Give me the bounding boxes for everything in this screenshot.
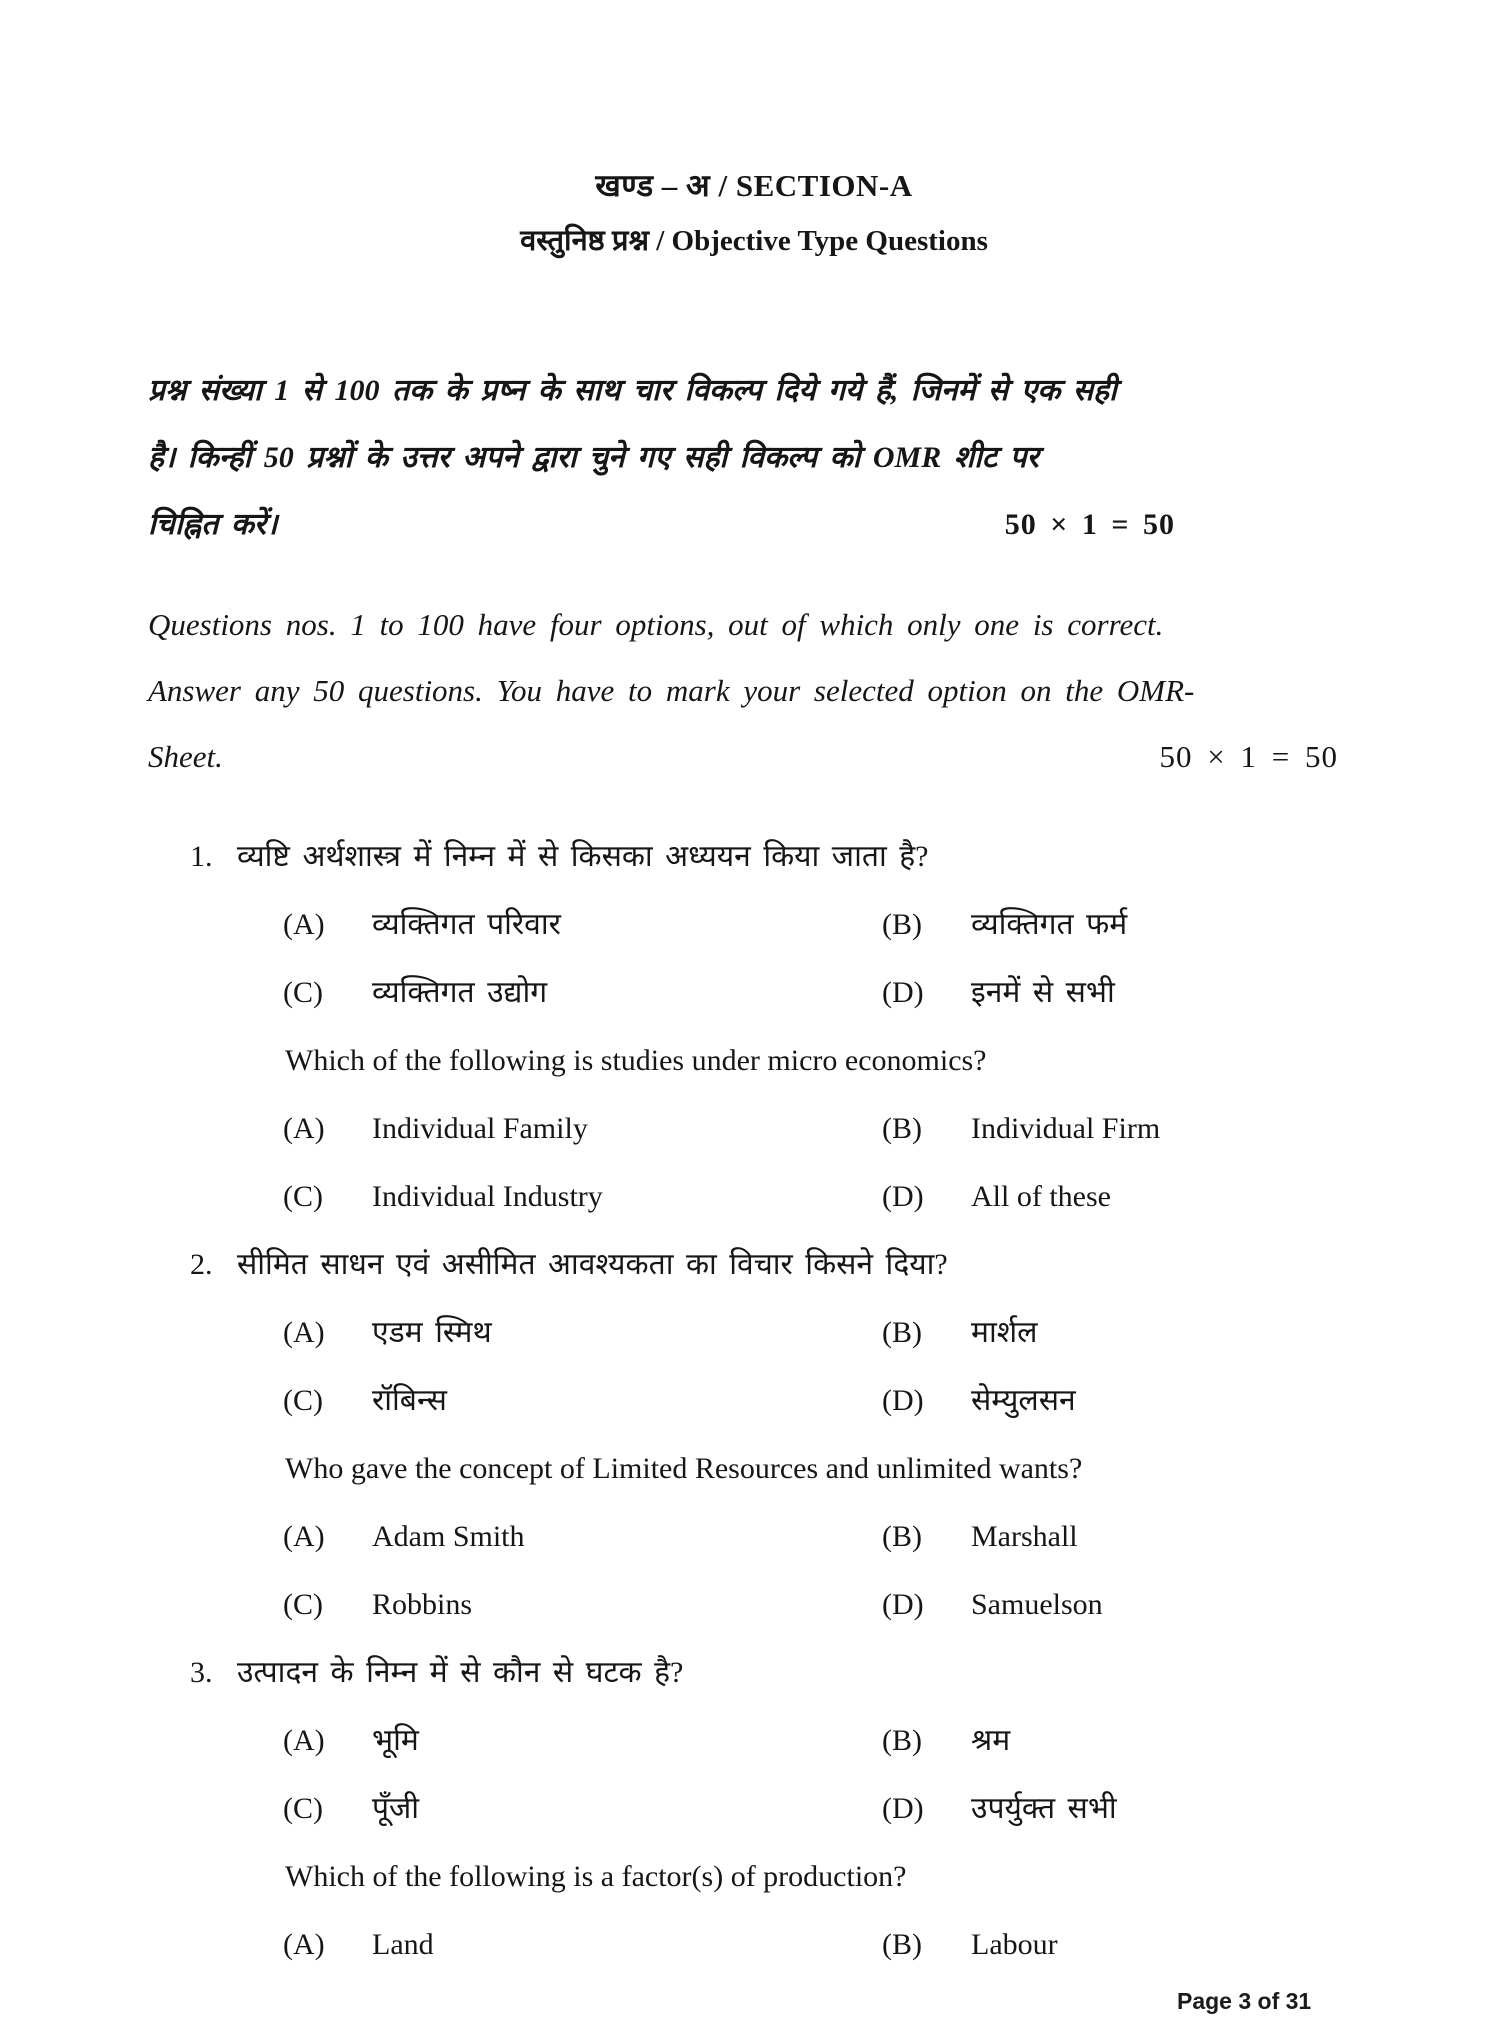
option-text: All of these	[971, 1180, 1111, 1213]
option-text: एडम स्मिथ	[372, 1316, 492, 1349]
option-english-c	[283, 1176, 882, 1218]
option-text: सेम्युलसन	[971, 1384, 1076, 1417]
option-hindi-a	[283, 1720, 882, 1762]
question-text-english: Which of the following is a factor(s) of production?	[285, 1860, 907, 1893]
instructions-english	[148, 592, 1360, 790]
option-label: (D)	[882, 1384, 924, 1417]
option-text: Robbins	[372, 1588, 473, 1621]
option-label: (C)	[283, 1180, 323, 1213]
option-text: रॉबिन्स	[372, 1384, 447, 1417]
option-hindi-c	[283, 972, 882, 1014]
instructions-english-line2: Answer any 50 questions. You have to mark your selected option on the OMR-	[148, 673, 1195, 708]
option-label: (A)	[283, 908, 325, 941]
option-label: (C)	[283, 976, 323, 1009]
option-english-b	[882, 1108, 1360, 1150]
option-hindi-b	[882, 904, 1360, 946]
option-hindi-c	[283, 1788, 882, 1830]
option-english-d	[882, 1584, 1360, 1626]
option-text: Marshall	[971, 1520, 1078, 1553]
option-label: (A)	[283, 1928, 325, 1961]
marks-formula-english: 50 × 1 = 50	[1159, 739, 1338, 774]
option-english-b	[882, 1516, 1360, 1558]
option-english-a	[283, 1516, 882, 1558]
instructions-english-line1: Questions nos. 1 to 100 have four options, out of which only one is correct.	[148, 607, 1164, 642]
option-text: Individual Firm	[971, 1112, 1161, 1145]
option-hindi-b	[882, 1312, 1360, 1354]
option-label: (A)	[283, 1724, 325, 1757]
option-text: व्यक्तिगत उद्योग	[372, 976, 548, 1009]
option-label: (C)	[283, 1792, 323, 1825]
option-label: (B)	[882, 1724, 922, 1757]
question-number: 1.	[190, 840, 213, 873]
option-text: Land	[372, 1928, 434, 1961]
instructions-hindi-line2: है। किन्हीं 50 प्रश्नों के उत्तर अपने द्वारा चुने गए सही विकल्प को OMR शीट पर	[148, 441, 1039, 474]
option-label: (B)	[882, 1316, 922, 1349]
question-text-hindi: सीमित साधन एवं असीमित आवश्यकता का विचार किसने दिया?	[237, 1248, 948, 1281]
option-label: (D)	[882, 1588, 924, 1621]
option-label: (B)	[882, 1928, 922, 1961]
marks-formula-hindi: 50 × 1 = 50	[1004, 508, 1175, 541]
option-text: Labour	[971, 1928, 1058, 1961]
section-subtitle: वस्तुनिष्ठ प्रश्न / Objective Type Questions	[520, 225, 988, 257]
option-text: मार्शल	[971, 1316, 1038, 1349]
question-text-english: Who gave the concept of Limited Resources and unlimited wants?	[285, 1452, 1083, 1485]
section-title: खण्ड – अ / SECTION-A	[595, 168, 913, 203]
option-text: Individual Family	[372, 1112, 588, 1145]
option-english-c	[283, 1584, 882, 1626]
option-text: Individual Industry	[372, 1180, 603, 1213]
option-hindi-a	[283, 1312, 882, 1354]
option-label: (A)	[283, 1112, 325, 1145]
option-english-b	[882, 1924, 1360, 1966]
instructions-hindi	[148, 357, 1360, 558]
question-2	[148, 1244, 1360, 1626]
option-label: (B)	[882, 1520, 922, 1553]
question-list	[148, 836, 1360, 1966]
instructions-hindi-line3: चिह्नित करें।	[148, 508, 278, 541]
option-text: इनमें से सभी	[971, 976, 1115, 1009]
question-3	[148, 1652, 1360, 1966]
instructions-hindi-line1: प्रश्न संख्या 1 से 100 तक के प्रष्न के साथ चार विकल्प दिये गये हैं, जिनमें से एक सही	[148, 374, 1117, 407]
option-label: (B)	[882, 908, 922, 941]
option-label: (D)	[882, 976, 924, 1009]
option-hindi-d	[882, 1788, 1360, 1830]
option-hindi-d	[882, 1380, 1360, 1422]
option-english-a	[283, 1108, 882, 1150]
question-1	[148, 836, 1360, 1218]
option-hindi-c	[283, 1380, 882, 1422]
question-text-hindi: उत्पादन के निम्न में से कौन से घटक है?	[237, 1656, 684, 1689]
option-hindi-a	[283, 904, 882, 946]
option-text: श्रम	[971, 1724, 1011, 1757]
question-number: 3.	[190, 1656, 213, 1689]
option-english-a	[283, 1924, 882, 1966]
option-text: Adam Smith	[372, 1520, 525, 1553]
page-indicator: Page 3 of 31	[1177, 1988, 1312, 2014]
option-text: Samuelson	[971, 1588, 1103, 1621]
option-label: (D)	[882, 1792, 924, 1825]
option-text: व्यक्तिगत फर्म	[971, 908, 1128, 941]
option-label: (B)	[882, 1112, 922, 1145]
question-number: 2.	[190, 1248, 213, 1281]
option-text: पूँजी	[372, 1792, 420, 1825]
option-text: भूमि	[372, 1724, 419, 1757]
option-label: (A)	[283, 1520, 325, 1553]
option-hindi-d	[882, 972, 1360, 1014]
option-english-d	[882, 1176, 1360, 1218]
instructions-english-line3: Sheet.	[148, 739, 223, 774]
option-hindi-b	[882, 1720, 1360, 1762]
option-label: (D)	[882, 1180, 924, 1213]
option-label: (A)	[283, 1316, 325, 1349]
option-text: उपर्युक्त सभी	[971, 1792, 1117, 1825]
option-text: व्यक्तिगत परिवार	[372, 908, 561, 941]
option-label: (C)	[283, 1384, 323, 1417]
question-text-english: Which of the following is studies under micro economics?	[285, 1044, 987, 1077]
option-label: (C)	[283, 1588, 323, 1621]
question-text-hindi: व्यष्टि अर्थशास्त्र में निम्न में से किसका अध्ययन किया जाता है?	[237, 840, 929, 873]
